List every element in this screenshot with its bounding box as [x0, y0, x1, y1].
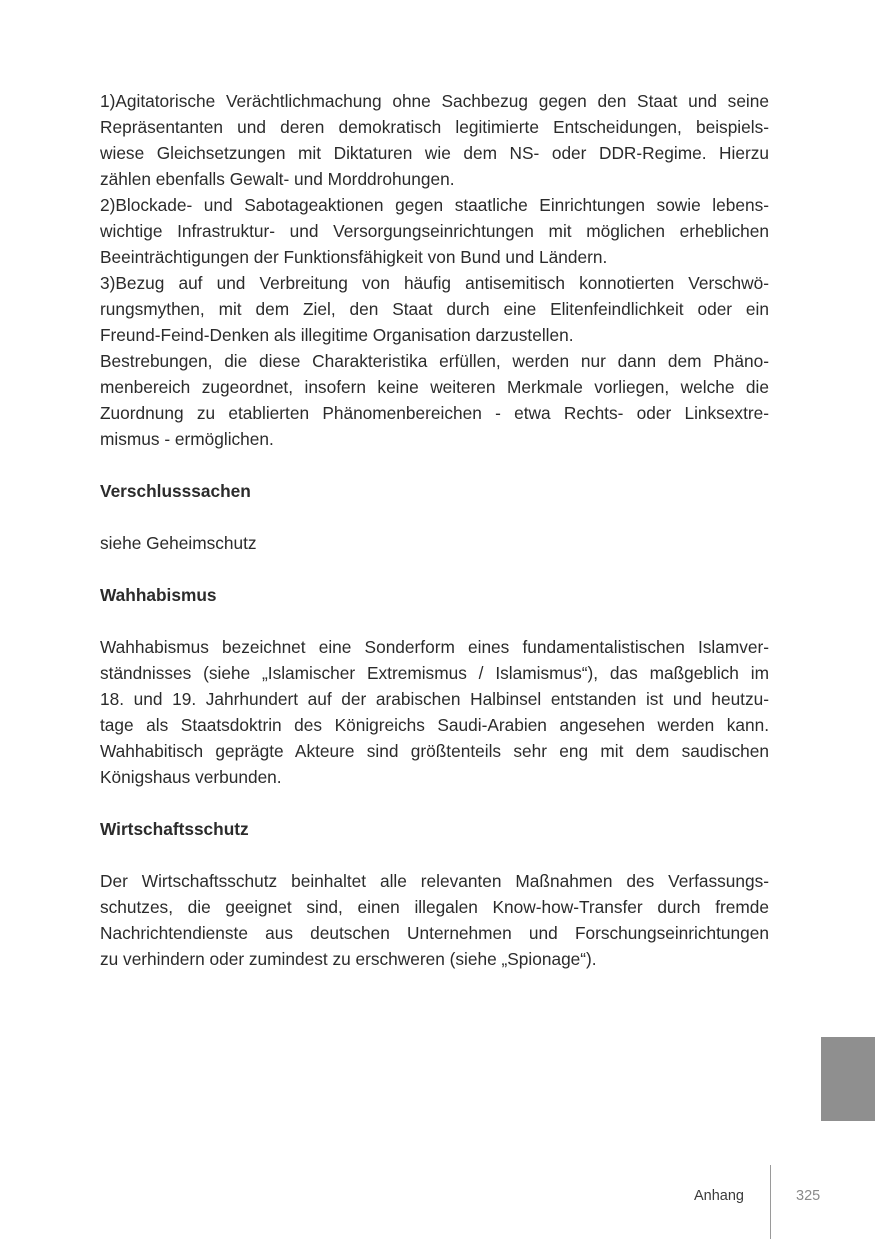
text-line: Bestrebungen, die diese Charakteristika erfüllen, werden nur dann dem Phäno-: [100, 351, 769, 371]
spacer: [100, 556, 769, 582]
paragraph-verschlusssachen: siehe Geheimschutz: [100, 533, 257, 553]
text-line: mismus - ermöglichen.: [100, 429, 274, 449]
text-line: 1)Agitatorische Verächtlichmachung ohne Sachbezug gegen den Staat und seine: [100, 91, 769, 111]
spacer: [100, 608, 769, 634]
text-line: zählen ebenfalls Gewalt- und Morddrohungen.: [100, 169, 455, 189]
paragraph-characteristics: [100, 88, 769, 452]
text-line: ständnisses (siehe „Islamischer Extremismus / Islamismus“), das maßgeblich im: [100, 663, 769, 683]
text-line: Der Wirtschaftsschutz beinhaltet alle relevanten Maßnahmen des Verfassungs-: [100, 871, 769, 891]
text-line: Zuordnung zu etablierten Phänomenbereichen - etwa Rechts- oder Linksextre-: [100, 403, 769, 423]
text-line: Freund-Feind-Denken als illegitime Organisation darzustellen.: [100, 325, 574, 345]
spacer: [100, 504, 769, 530]
text-line: 18. und 19. Jahrhundert auf der arabischen Halbinsel entstanden ist und heutzu-: [100, 689, 769, 709]
spacer: [100, 452, 769, 478]
paragraph-wahhabismus: [100, 634, 769, 790]
spacer: [100, 842, 769, 868]
text-line: 2)Blockade- und Sabotageaktionen gegen staatliche Einrichtungen sowie lebens-: [100, 195, 769, 215]
text-line: rungsmythen, mit dem Ziel, den Staat durch eine Elitenfeindlichkeit oder ein: [100, 299, 769, 319]
footer-section-label: Anhang: [694, 1188, 744, 1204]
text-line: wichtige Infrastruktur- und Versorgungseinrichtungen mit möglichen erheblichen: [100, 221, 769, 241]
text-line: schutzes, die geeignet sind, einen illegalen Know-how-Transfer durch fremde: [100, 897, 769, 917]
text-line: Repräsentanten und deren demokratisch legitimierte Entscheidungen, beispiels-: [100, 117, 769, 137]
heading-wirtschaftsschutz: Wirtschaftsschutz: [100, 819, 249, 839]
text-line: Wahhabismus bezeichnet eine Sonderform eines fundamentalistischen Islamver-: [100, 637, 769, 657]
text-line: 3)Bezug auf und Verbreitung von häufig antisemitisch konnotierten Verschwö-: [100, 273, 769, 293]
text-line: Königshaus verbunden.: [100, 767, 282, 787]
footer-divider: [770, 1165, 771, 1239]
paragraph-wirtschaftsschutz: [100, 868, 769, 972]
text-line: tage als Staatsdoktrin des Königreichs Saudi-Arabien angesehen werden kann.: [100, 715, 769, 735]
text-line: Beeinträchtigungen der Funktionsfähigkeit von Bund und Ländern.: [100, 247, 608, 267]
text-line: menbereich zugeordnet, insofern keine weiteren Merkmale vorliegen, welche die: [100, 377, 769, 397]
text-line: Wahhabitisch geprägte Akteure sind größtenteils sehr eng mit dem saudischen: [100, 741, 769, 761]
text-line: zu verhindern oder zumindest zu erschweren (siehe „Spionage“).: [100, 949, 597, 969]
page-number: 325: [796, 1188, 821, 1204]
spacer: [100, 790, 769, 816]
page-body: [100, 88, 769, 972]
heading-wahhabismus: Wahhabismus: [100, 585, 217, 605]
text-line: wiese Gleichsetzungen mit Diktaturen wie dem NS- oder DDR-Regime. Hierzu: [100, 143, 769, 163]
chapter-tab-marker: [821, 1037, 875, 1121]
heading-verschlusssachen: Verschlusssachen: [100, 481, 251, 501]
text-line: Nachrichtendienste aus deutschen Unternehmen und Forschungseinrichtungen: [100, 923, 769, 943]
